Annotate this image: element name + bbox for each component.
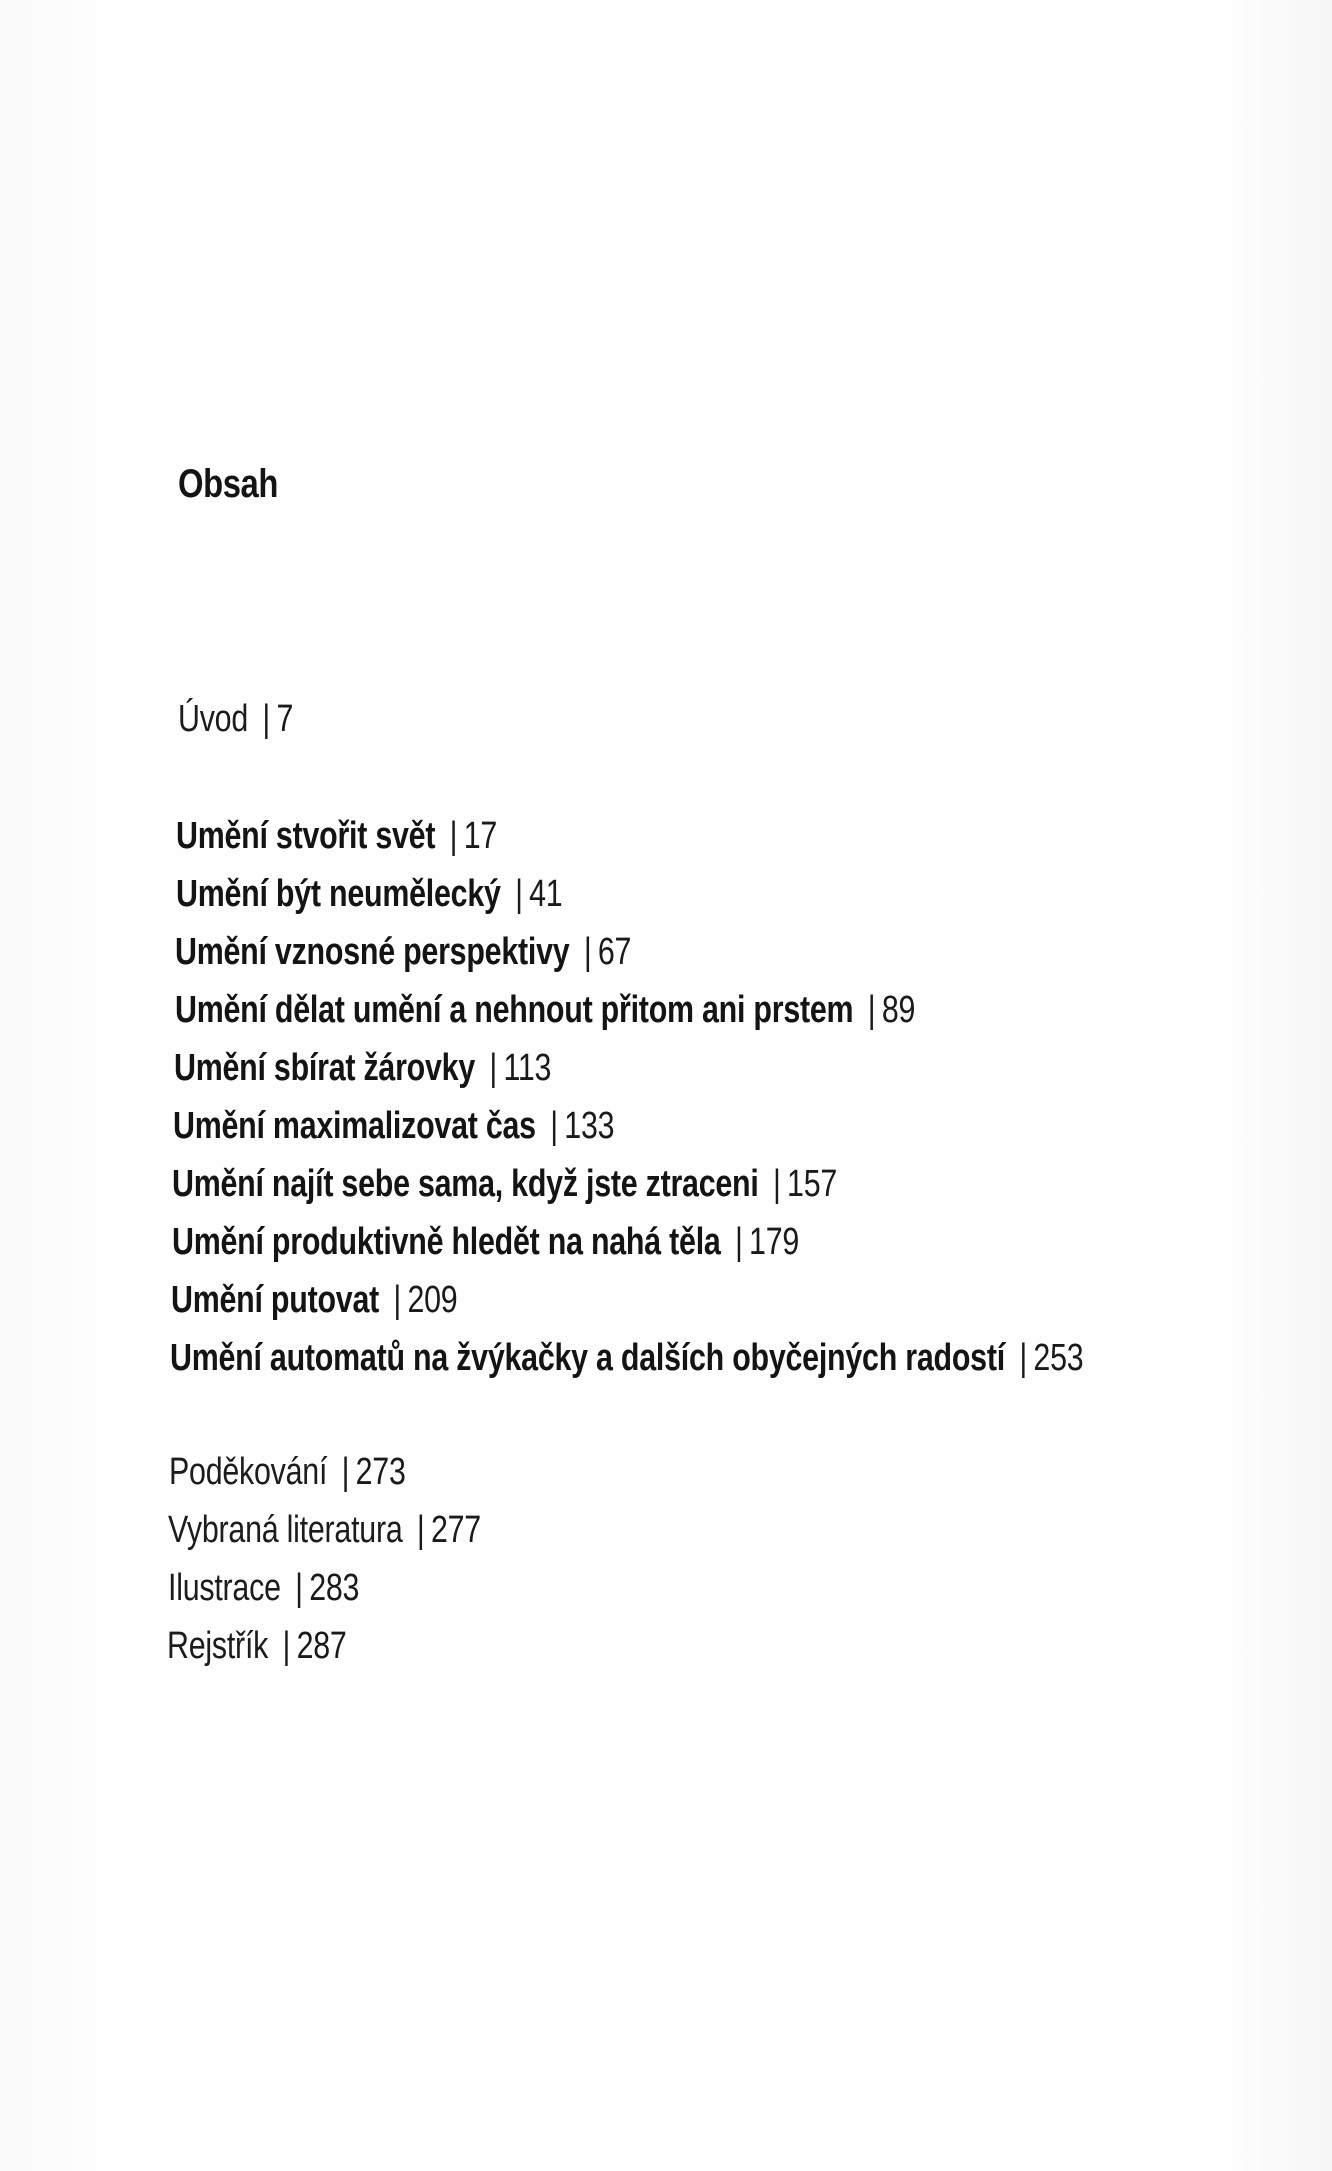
toc-page-number: 179 (749, 1221, 800, 1263)
toc-entry (167, 1627, 347, 1665)
toc-page-number: 17 (463, 815, 498, 857)
toc-entry-title: Ilustrace (168, 1567, 281, 1609)
contents-heading: Obsah (178, 462, 279, 506)
toc-entry-title: Umění dělat umění a nehnout přitom ani prstem (175, 989, 854, 1031)
toc-entry (176, 875, 562, 913)
toc-entry-title: Umění automatů na žvýkačky a dalších obyčejných radostí (170, 1337, 1005, 1379)
toc-separator: | (449, 815, 458, 857)
toc-entry-title: Rejstřík (167, 1625, 269, 1667)
toc-separator: | (416, 1509, 425, 1551)
toc-entry (178, 700, 293, 738)
toc-entry-title: Poděkování (169, 1451, 328, 1493)
toc-separator: | (282, 1625, 291, 1667)
toc-page-number: 277 (430, 1509, 481, 1551)
toc-entry (175, 991, 915, 1029)
toc-entry (168, 1569, 359, 1607)
toc-page-number: 273 (355, 1451, 406, 1493)
toc-separator: | (734, 1221, 743, 1263)
toc-entry-title: Umění stvořit svět (176, 815, 436, 857)
toc-separator: | (550, 1105, 558, 1147)
toc-entry (175, 933, 631, 971)
toc-page-number: 209 (407, 1279, 458, 1321)
toc-page-number: 157 (787, 1163, 838, 1205)
toc-separator: | (295, 1567, 303, 1609)
toc-page-number: 283 (309, 1567, 360, 1609)
toc-page-number: 133 (564, 1105, 615, 1147)
toc-page-number: 41 (529, 873, 563, 915)
toc-entry-title: Umění najít sebe sama, když jste ztraceni (172, 1163, 759, 1205)
toc-entry (174, 1049, 551, 1087)
toc-entry-title: Vybraná literatura (168, 1509, 403, 1551)
toc-entry (172, 1165, 837, 1203)
toc-page-number: 67 (597, 931, 632, 973)
toc-separator: | (489, 1047, 498, 1089)
toc-page-number: 7 (276, 698, 294, 740)
toc-entry (168, 1511, 481, 1549)
toc-page-number: 89 (881, 989, 916, 1031)
toc-entry-title: Umění putovat (171, 1279, 380, 1321)
toc-entry-title: Umění sbírat žárovky (174, 1047, 476, 1089)
toc-entry-title: Umění být neumělecký (176, 873, 501, 915)
toc-entry (169, 1453, 406, 1491)
toc-separator: | (772, 1163, 781, 1205)
toc-page-number: 287 (296, 1625, 347, 1667)
toc-entry-title: Umění maximalizovat čas (173, 1105, 536, 1147)
toc-entry (172, 1223, 799, 1261)
toc-entry (176, 817, 497, 855)
toc-entry-title: Umění produktivně hledět na nahá těla (172, 1221, 721, 1263)
toc-separator: | (341, 1451, 350, 1493)
toc-entry-title: Umění vznosné perspektivy (175, 931, 570, 973)
toc-separator: | (1019, 1337, 1027, 1379)
toc-separator: | (393, 1279, 402, 1321)
toc-page-number: 113 (503, 1047, 552, 1089)
toc-entry (170, 1339, 1083, 1377)
toc-separator: | (583, 931, 592, 973)
toc-entry-title: Úvod (178, 698, 249, 740)
toc-page-number: 253 (1033, 1337, 1084, 1379)
toc-entry (171, 1281, 457, 1319)
toc-separator: | (867, 989, 876, 1031)
toc-separator: | (515, 873, 523, 915)
toc-entry (173, 1107, 614, 1145)
toc-separator: | (262, 698, 271, 740)
